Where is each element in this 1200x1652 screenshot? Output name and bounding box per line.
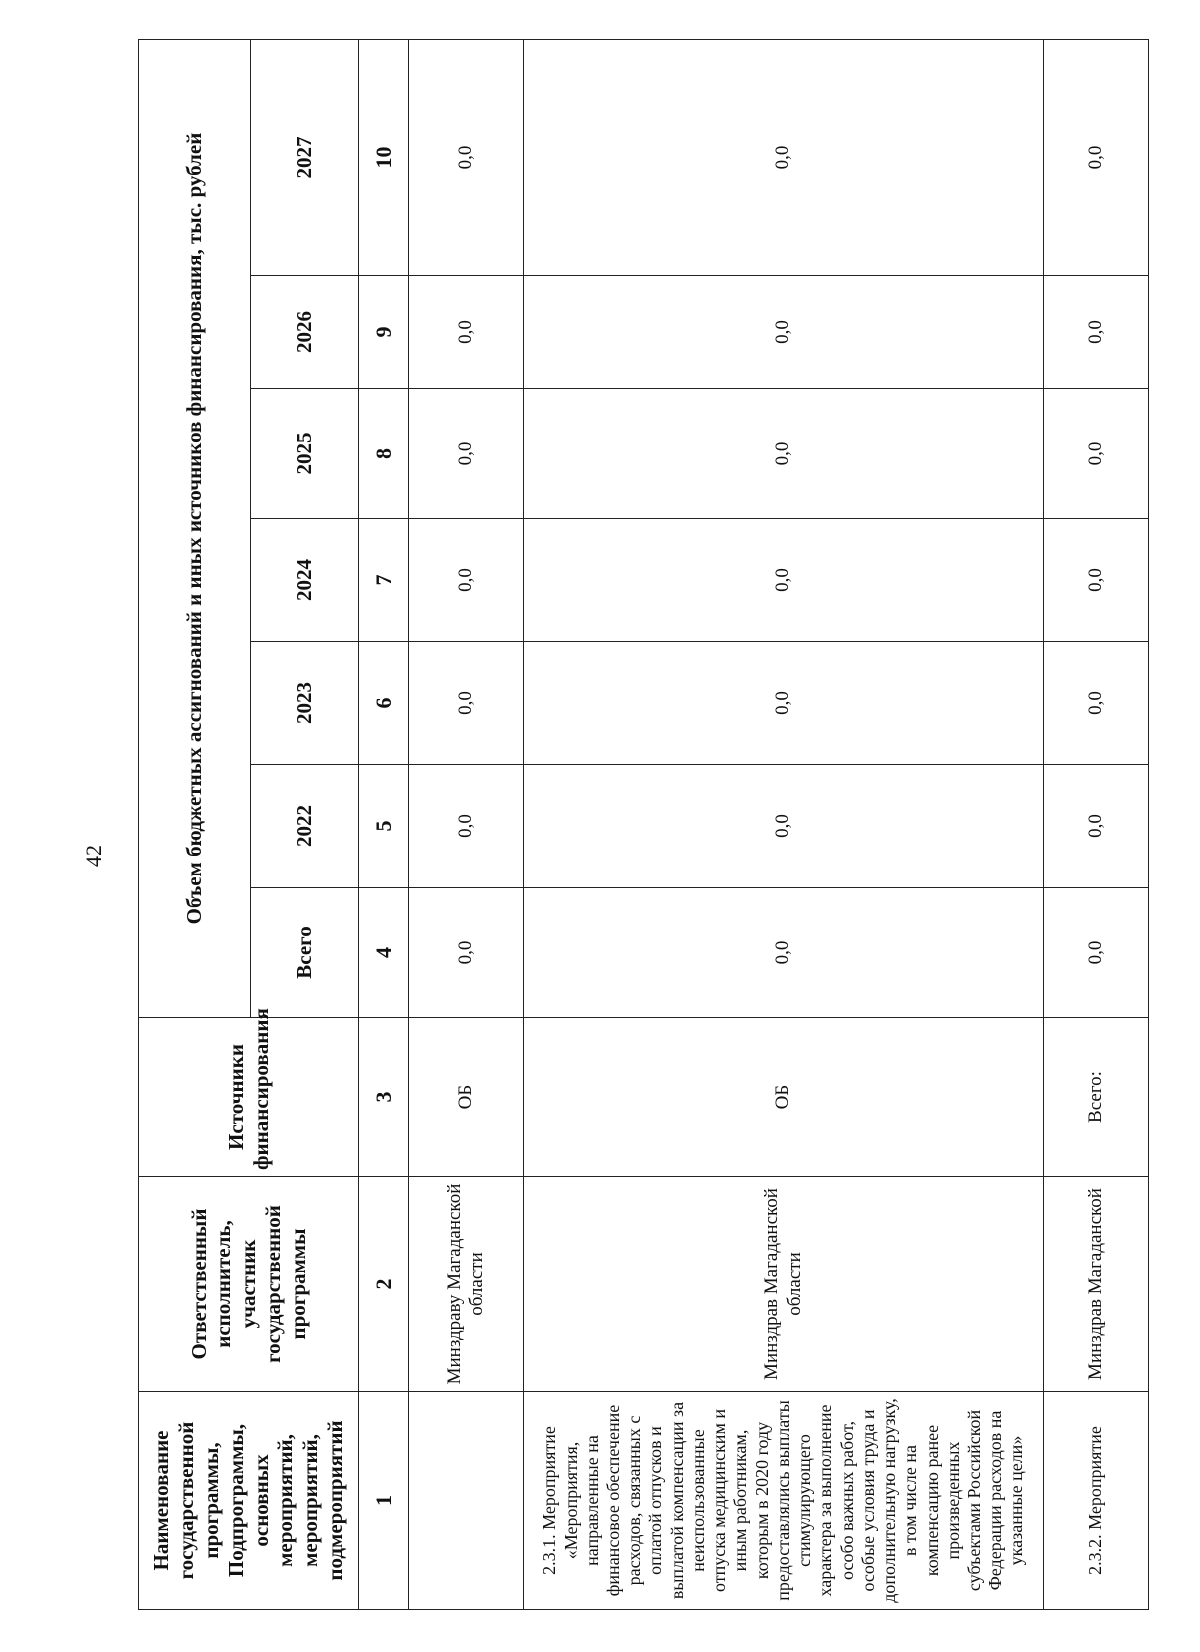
row-source: ОБ (524, 1018, 1044, 1177)
financing-table (138, 39, 1149, 1610)
header-executor: Ответственный исполнитель, участник государственной программы (139, 1177, 359, 1392)
rotated-table-wrapper (138, 40, 1148, 1610)
row-value-total: 0,0 (409, 888, 524, 1018)
header-row-1 (139, 40, 251, 1610)
row-name: 2.3.2. Мероприятие (1044, 1392, 1149, 1610)
header-funding-group: Объем бюджетных ассигнований и иных источников финансирования, тыс. рублей (139, 40, 251, 1018)
header-year-2023: 2023 (251, 642, 359, 765)
row-value-2026: 0,0 (409, 276, 524, 389)
row-value-2025: 0,0 (1044, 389, 1149, 519)
column-number: 4 (359, 888, 409, 1018)
row-value-total: 0,0 (524, 888, 1044, 1018)
header-source: Источники финансирования (139, 1018, 359, 1177)
header-year-2022: 2022 (251, 765, 359, 888)
row-value-2022: 0,0 (409, 765, 524, 888)
header-year-2025: 2025 (251, 389, 359, 519)
row-executor: Минздрав Магаданской (1044, 1177, 1149, 1392)
header-year-2026: 2026 (251, 276, 359, 389)
row-value-2026: 0,0 (524, 276, 1044, 389)
column-number: 6 (359, 642, 409, 765)
row-value-2024: 0,0 (524, 519, 1044, 642)
column-number: 5 (359, 765, 409, 888)
row-value-2023: 0,0 (409, 642, 524, 765)
row-name: 2.3.1. Мероприятие «Мероприятия, направленные на финансовое обеспечение расходов, связанных с оплатой отпусков и выплатой компенсации за неиспользованные отпуска медицинским и иным работникам, которым в 2020 году предоставлялись выплаты стимулирующего характера за выполнение особо важных работ, особые условия труда и дополнительную нагрузку, в том числе на компенсацию ранее произведенных субъектами Российской Федерации расходов на указанные цели» (524, 1392, 1044, 1610)
row-value-2022: 0,0 (524, 765, 1044, 888)
column-number: 1 (359, 1392, 409, 1610)
row-value-2023: 0,0 (1044, 642, 1149, 765)
column-number: 7 (359, 519, 409, 642)
row-source: Всего: (1044, 1018, 1149, 1177)
page-number: 42 (81, 845, 106, 867)
row-value-2022: 0,0 (1044, 765, 1149, 888)
row-executor: Минздрав Магаданской области (524, 1177, 1044, 1392)
table-row (409, 40, 524, 1610)
row-source: ОБ (409, 1018, 524, 1177)
column-numbers-row (359, 40, 409, 1610)
header-year-2024: 2024 (251, 519, 359, 642)
table-row (1044, 40, 1149, 1610)
row-value-2026: 0,0 (1044, 276, 1149, 389)
header-year-2027: 2027 (251, 40, 359, 276)
column-number: 3 (359, 1018, 409, 1177)
table-row (524, 40, 1044, 1610)
row-value-total: 0,0 (1044, 888, 1149, 1018)
row-value-2027: 0,0 (1044, 40, 1149, 276)
column-number: 9 (359, 276, 409, 389)
header-name: Наименование государственной программы, Подпрограммы, основных мероприятий, мероприятий, подмероприятий (139, 1392, 359, 1610)
row-value-2024: 0,0 (1044, 519, 1149, 642)
row-value-2023: 0,0 (524, 642, 1044, 765)
column-number: 8 (359, 389, 409, 519)
header-total: Всего (251, 888, 359, 1018)
row-value-2027: 0,0 (409, 40, 524, 276)
row-value-2027: 0,0 (524, 40, 1044, 276)
row-value-2024: 0,0 (409, 519, 524, 642)
row-name (409, 1392, 524, 1610)
row-value-2025: 0,0 (409, 389, 524, 519)
column-number: 2 (359, 1177, 409, 1392)
row-value-2025: 0,0 (524, 389, 1044, 519)
column-number: 10 (359, 40, 409, 276)
row-executor: Минздраву Магаданской области (409, 1177, 524, 1392)
